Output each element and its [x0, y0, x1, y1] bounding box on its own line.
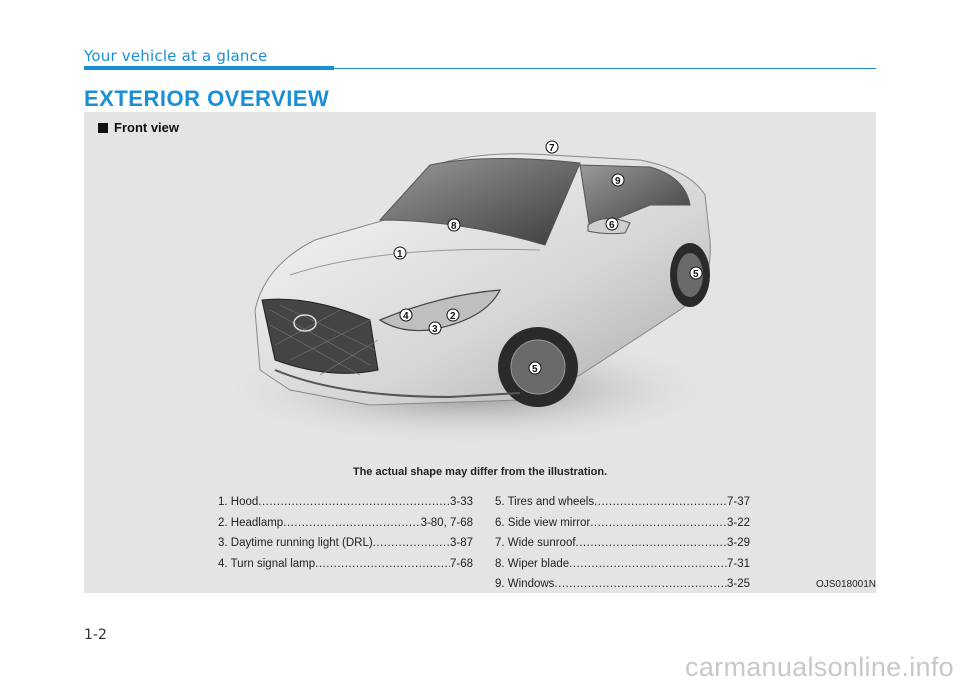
- list-item: 2. Headlamp ..... 3-80, 7-68: [218, 513, 473, 534]
- svg-text:4: 4: [403, 311, 409, 322]
- square-bullet-icon: [98, 123, 108, 133]
- view-label-text: Front view: [114, 120, 180, 135]
- svg-text:5: 5: [693, 269, 699, 280]
- section-title: Your vehicle at a glance: [84, 47, 268, 65]
- image-code: OJS018001N: [815, 579, 876, 590]
- list-item: 1. Hood ..... 3-33: [218, 492, 473, 513]
- svg-text:6: 6: [609, 220, 615, 231]
- svg-text:5: 5: [532, 364, 538, 375]
- list-item: 5. Tires and wheels ..... 7-37: [495, 492, 750, 513]
- parts-list-left: [218, 492, 473, 574]
- svg-text:2: 2: [450, 311, 456, 322]
- page-heading: EXTERIOR OVERVIEW: [84, 86, 330, 111]
- svg-text:8: 8: [451, 221, 457, 232]
- view-label: [98, 120, 179, 135]
- section-rule-thick: [84, 66, 334, 70]
- svg-text:9: 9: [615, 176, 621, 187]
- svg-text:7: 7: [549, 143, 555, 154]
- svg-text:3: 3: [432, 324, 438, 335]
- parts-list-right: [495, 492, 750, 595]
- figure-caption: The actual shape may differ from the illustration.: [352, 466, 608, 478]
- car-illustration: [220, 135, 730, 445]
- list-item: 6. Side view mirror ..... 3-22: [495, 513, 750, 534]
- callout-7: [546, 141, 558, 154]
- svg-text:1: 1: [397, 249, 403, 260]
- list-item: 8. Wiper blade ..... 7-31: [495, 554, 750, 575]
- page-number: 1-2: [84, 627, 107, 643]
- watermark: carmanualsonline.info: [685, 652, 954, 682]
- list-item: 3. Daytime running light (DRL) ..... 3-87: [218, 533, 473, 554]
- list-item: 9. Windows ..... 3-25: [495, 574, 750, 595]
- section-rule-thin: [334, 68, 876, 69]
- list-item: 7. Wide sunroof ..... 3-29: [495, 533, 750, 554]
- list-item: 4. Turn signal lamp ..... 7-68: [218, 554, 473, 575]
